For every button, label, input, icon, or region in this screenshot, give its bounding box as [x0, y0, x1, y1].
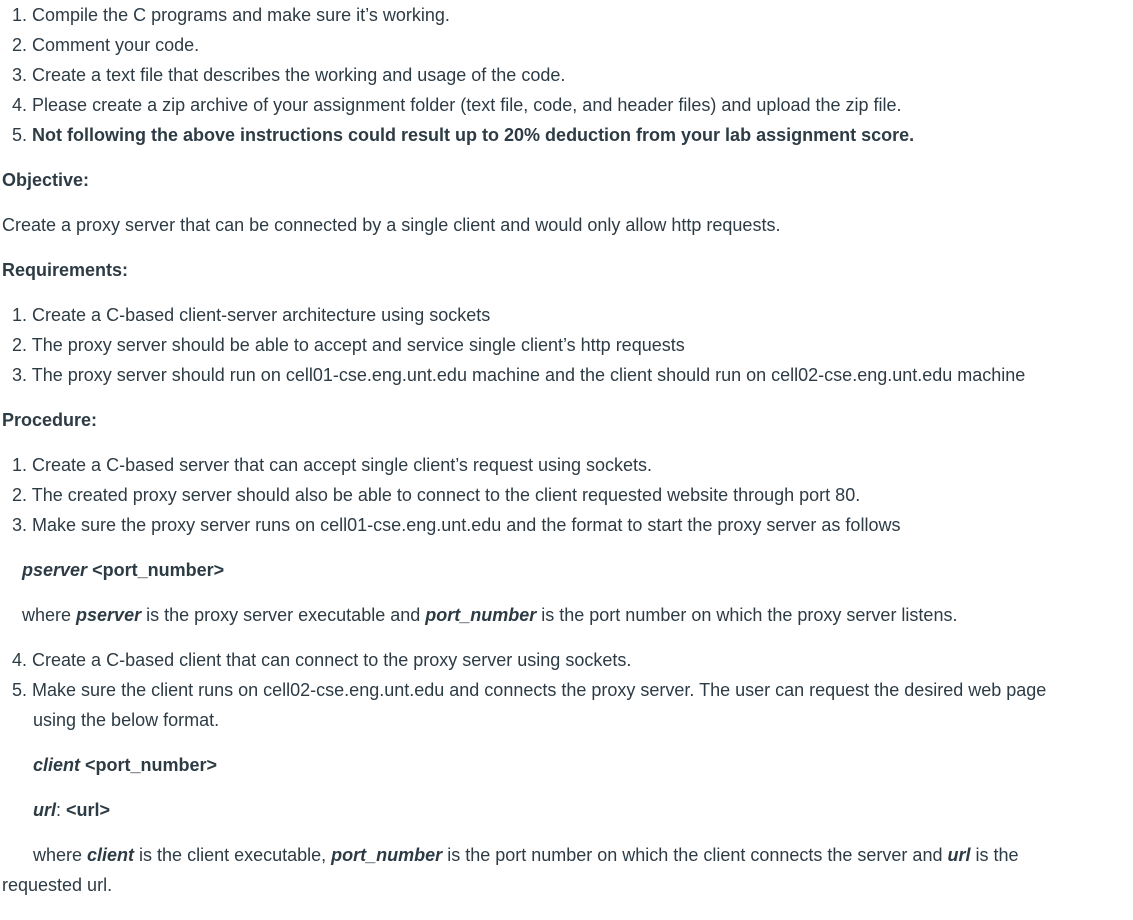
procedure-text: Create a C-based server that can accept single client’s request using sockets.: [32, 455, 653, 475]
instruction-text: Comment your code.: [32, 35, 200, 55]
url-command: [33, 799, 110, 821]
list-number: 4.: [12, 650, 28, 670]
procedure-text: Make sure the proxy server runs on cell01-cse.eng.unt.edu and the format to start the proxy server as follows: [32, 515, 901, 535]
requirements-heading: Requirements:: [2, 260, 129, 280]
procedure-text-continuation: using the below format.: [33, 710, 220, 730]
procedure-item: [12, 454, 652, 476]
instruction-item: [12, 4, 450, 26]
instruction-item: [12, 64, 565, 86]
description-text: is the: [970, 845, 1019, 865]
procedure-item: [12, 679, 1046, 701]
list-number: 1.: [12, 455, 28, 475]
list-number: 2.: [12, 335, 28, 355]
list-number: 5.: [12, 125, 28, 145]
requirement-text: The proxy server should run on cell01-cse.eng.unt.edu machine and the client should run on cell02-cse.eng.unt.edu machine: [31, 365, 1026, 385]
pserver-description: [22, 604, 957, 626]
requirement-item: [12, 304, 490, 326]
list-number: 5.: [12, 680, 28, 700]
client-description: [33, 844, 1019, 866]
requirement-text: Create a C-based client-server architecture using sockets: [32, 305, 491, 325]
command-argument: <url>: [66, 800, 111, 820]
list-number: 1.: [12, 305, 28, 325]
instruction-item: [12, 34, 199, 56]
description-text: is the port number on which the proxy server listens.: [536, 605, 958, 625]
term-client: client: [87, 845, 135, 865]
procedure-heading: Procedure:: [2, 410, 98, 430]
requirement-item: [12, 334, 685, 356]
description-text: is the client executable,: [134, 845, 332, 865]
objective-heading: Objective:: [2, 170, 90, 190]
command-name: url: [33, 800, 57, 820]
command-name: pserver: [22, 560, 88, 580]
procedure-text: Create a C-based client that can connect to the proxy server using sockets.: [32, 650, 632, 670]
client-description-continuation: requested url.: [2, 875, 113, 895]
list-number: 2.: [12, 35, 28, 55]
list-number: 4.: [12, 95, 28, 115]
description-text: is the proxy server executable and: [141, 605, 426, 625]
procedure-item: [12, 649, 631, 671]
procedure-text: Make sure the client runs on cell02-cse.eng.unt.edu and connects the proxy server. The user can request the desired web page: [32, 680, 1047, 700]
description-text: is the port number on which the client connects the server and: [442, 845, 948, 865]
client-command: [33, 754, 217, 776]
procedure-text: The created proxy server should also be able to connect to the client requested website through port 80.: [31, 485, 861, 505]
procedure-item: [12, 484, 860, 506]
list-number: 3.: [12, 65, 28, 85]
command-name: client: [33, 755, 81, 775]
list-number: 1.: [12, 5, 28, 25]
instruction-text: Create a text file that describes the working and usage of the code.: [32, 65, 566, 85]
term-port-number: port_number: [425, 605, 537, 625]
objective-text: Create a proxy server that can be connected by a single client and would only allow http requests.: [2, 215, 781, 235]
command-argument: <port_number>: [85, 755, 218, 775]
description-text: where: [33, 845, 88, 865]
instruction-item: [12, 94, 902, 116]
term-pserver: pserver: [76, 605, 142, 625]
description-text: where: [22, 605, 77, 625]
requirement-item: [12, 364, 1025, 386]
list-number: 2.: [12, 485, 28, 505]
procedure-item: [12, 514, 900, 536]
pserver-command: [22, 559, 224, 581]
command-separator: :: [56, 800, 67, 820]
instruction-text: Please create a zip archive of your assignment folder (text file, code, and header files) and upload the zip file.: [32, 95, 902, 115]
term-url: url: [947, 845, 971, 865]
list-number: 3.: [12, 515, 28, 535]
instruction-text: Compile the C programs and make sure it’s working.: [32, 5, 450, 25]
requirement-text: The proxy server should be able to accept and service single client’s http requests: [31, 335, 685, 355]
term-port-number: port_number: [331, 845, 443, 865]
command-argument: <port_number>: [92, 560, 225, 580]
instruction-item: [12, 124, 914, 146]
instruction-warning-text: Not following the above instructions could result up to 20% deduction from your lab assignment score.: [32, 125, 915, 145]
list-number: 3.: [12, 365, 28, 385]
